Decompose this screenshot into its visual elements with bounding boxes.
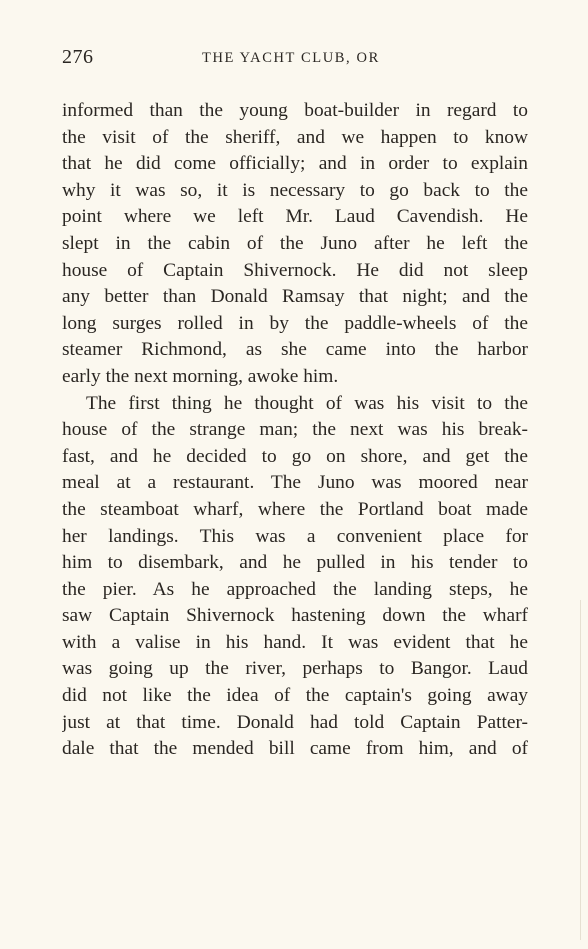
text-line: The first thing he thought of was his visit to the [86, 392, 528, 414]
text-line: why it was so, it is necessary to go back to the [62, 179, 528, 201]
text-line: meal at a restaurant. The Juno was moored near [62, 472, 528, 494]
text-line: the pier. As he approached the landing steps, he [62, 578, 528, 600]
text-line: steamer Richmond, as she came into the harbor [62, 339, 528, 361]
text-line: point where we left Mr. Laud Cavendish. He [62, 206, 528, 228]
page-number: 276 [62, 46, 94, 68]
text-line: saw Captain Shivernock hastening down the wharf [62, 605, 528, 627]
text-line: long surges rolled in by the paddle-wheels of the [62, 312, 528, 334]
text-line: early the next morning, awoke him. [62, 365, 339, 387]
text-line: the visit of the sheriff, and we happen to know [62, 126, 528, 148]
text-line: with a valise in his hand. It was evident that he [62, 631, 528, 653]
text-line: dale that the mended bill came from him, and of [62, 738, 528, 760]
text-line: him to disembark, and he pulled in his tender to [62, 552, 528, 574]
text-line: her landings. This was a convenient place for [62, 525, 528, 547]
text-line: fast, and he decided to go on shore, and get the [62, 445, 528, 467]
text-line: slept in the cabin of the Juno after he left the [62, 232, 528, 254]
body-text [62, 98, 528, 763]
running-head: THE YACHT CLUB, OR [202, 50, 380, 66]
page-edge-mark [580, 600, 581, 940]
text-line: house of Captain Shivernock. He did not sleep [62, 259, 528, 281]
text-line: house of the strange man; the next was his break- [62, 419, 528, 441]
text-line: was going up the river, perhaps to Bangor. Laud [62, 658, 528, 680]
text-line: just at that time. Donald had told Captain Patter- [62, 711, 528, 733]
page-header [62, 46, 532, 76]
text-line: that he did come officially; and in order to explain [62, 153, 528, 175]
text-line: the steamboat wharf, where the Portland boat made [62, 498, 528, 520]
text-line: any better than Donald Ramsay that night; and the [62, 286, 528, 308]
text-line: did not like the idea of the captain's going away [62, 685, 528, 707]
text-line: informed than the young boat-builder in regard to [62, 100, 528, 121]
